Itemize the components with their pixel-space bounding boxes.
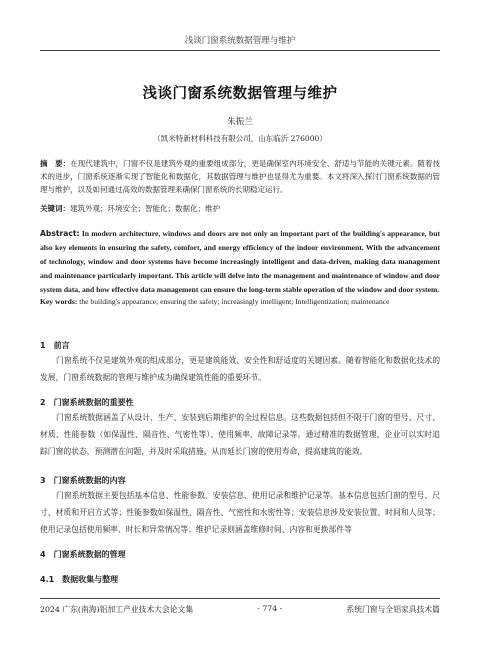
running-head: 浅谈门窗系统数据管理与维护 [184,36,296,46]
abstract-en [40,227,440,297]
abstract-cn [40,157,440,196]
keywords-en-label: Key words: [40,297,78,306]
footer-right: 系统门窗与全铝家具技术篇 [346,605,440,614]
header-rule [40,50,440,51]
abstract-en-label: Abstract: [40,229,80,238]
keywords-en-text: the building's appearance; ensuring the safety; increasingly intelligent; Intelligentization; maintenance [77,297,390,306]
footer-rule [40,598,440,599]
paper-title: 浅谈门窗系统数据管理与维护 [142,86,338,102]
section-heading: 2 门窗系统数据的重要性 [40,398,134,407]
section-paragraph: 门窗系统数据涵盖了从设计、生产、安装到后期维护的全过程信息。这些数据包括但不限于门窗的型号、尺寸、材质、性能参数（如保温性、隔音性、气密性等）、使用频率、故障记录等。通过精准的数据管理，企业可以实时追踪门窗的状态，预测潜在问题，并及时采取措施，从而延长门窗的使用寿命，提高建筑的能效。 [40,413,440,456]
keywords-cn-label: 关键词： [40,204,70,213]
abstract-cn-label: 摘 要： [40,159,71,168]
section-heading: 3 门窗系统数据的内容 [40,476,126,485]
keywords-cn [40,203,440,215]
affiliation: （凯米特新材料科技有限公司，山东临沂 276000） [153,134,327,143]
keywords-en [40,296,440,308]
subsection-heading: 4.1 数据收集与整理 [40,575,119,584]
page-footer [40,604,440,615]
section-paragraph: 门窗系统数据主要包括基本信息、性能参数、安装信息、使用记录和维护记录等。基本信息包括门窗的型号、尺寸、材质和开启方式等；性能参数如保温性、隔音性、气密性和水密性等；安装信息涉及安装位置、时间和人员等；使用记录包括使用频率、时长和异常情况等；维护记录则涵盖维修时间、内容和更换部件等 [40,491,440,534]
abstract-cn-text: 在现代建筑中，门窗不仅是建筑外观的重要组成部分，更是确保室内环境安全、舒适与节能的关键元素。随着技术的进步，门窗系统逐渐实现了智能化和数据化，其数据管理与维护也显得尤为重要。本文将深入探讨门窗系统数据的管理与维护，以及如何通过高效的数据管理来确保门窗系统的长期稳定运行。 [40,159,441,194]
abstract-en-text: In modern architecture, windows and doors are not only an important part of the building's appearance, but also key elements in ensuring the safety, comfort, and energy efficiency of the indoor environment. With the advancement of technology, window and door systems have become increasingly intelligent and data-driven, making data management and maintenance particularly important. This article will delve into the management and maintenance of window and door system data, and how effective data management can ensure the long-term stable operation of the window and door system. [40,229,440,294]
section-heading: 1 前言 [40,341,70,350]
author-name: 朱振兰 [227,117,253,127]
footer-left: 2024 广东(南海)铝加工产业技术大会论文集 [40,605,194,614]
section-heading: 4 门窗系统数据的管理 [40,550,126,559]
keywords-cn-text: 建筑外观；环境安全；智能化；数据化；维护 [70,204,220,213]
page-number: - 774 - [257,604,283,613]
section-paragraph: 门窗系统不仅是建筑外观的组成部分，更是建筑能效、安全性和舒适度的关键因素。随着智能化和数据化技术的发展，门窗系统数据的管理与维护成为确保建筑性能的重要环节。 [40,356,440,382]
